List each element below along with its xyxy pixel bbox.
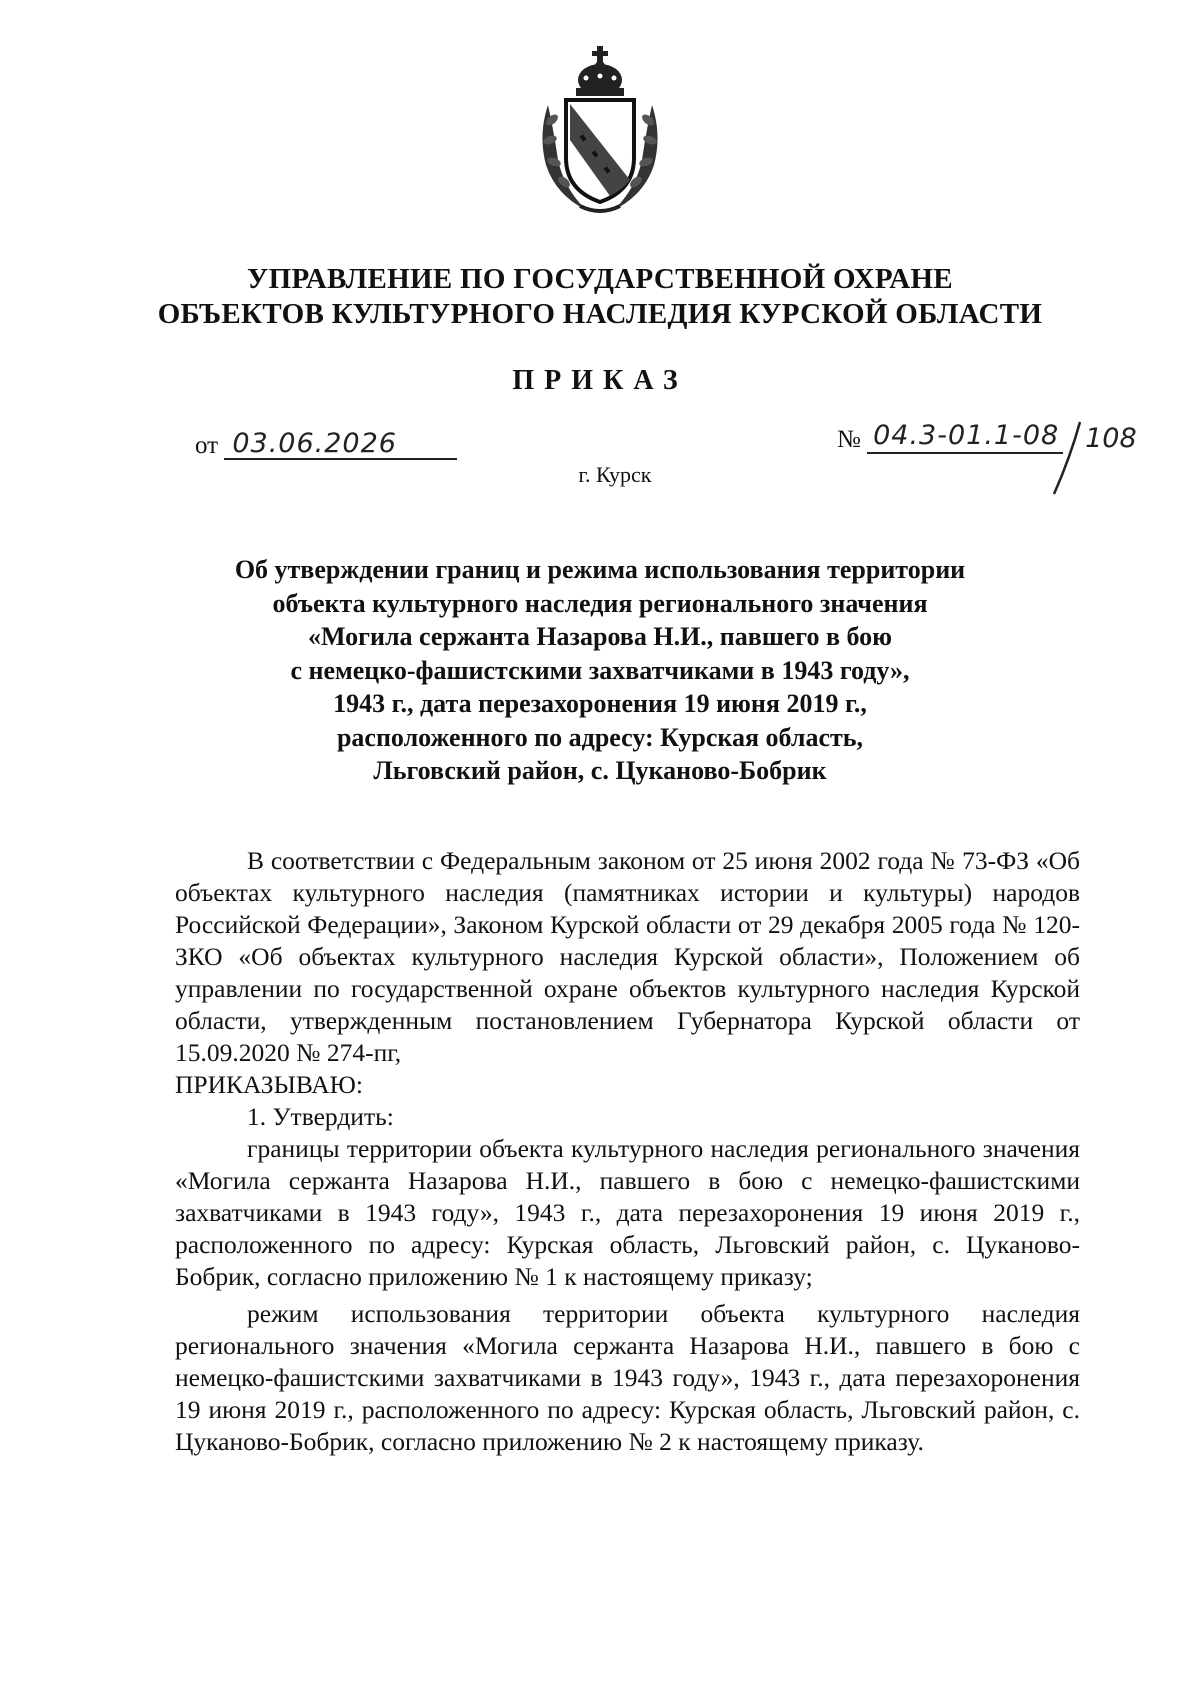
document-body	[175, 845, 1080, 1458]
number-prefix: №	[837, 426, 861, 453]
org-line-2: ОБЪЕКТОВ КУЛЬТУРНОГО НАСЛЕДИЯ КУРСКОЙ ОБЛАСТИ	[157, 298, 1043, 330]
title-line: расположенного по адресу: Курская область,	[336, 722, 864, 752]
document-type: ПРИКАЗ	[512, 365, 688, 396]
coat-of-arms-icon	[530, 40, 670, 220]
title-line: Об утверждении границ и режима использования территории	[234, 555, 966, 584]
order-word: ПРИКАЗЫВАЮ:	[175, 1070, 363, 1099]
title-line: объекта культурного наследия регионального значения	[272, 588, 928, 618]
date-row	[195, 428, 457, 460]
title-line: «Могила сержанта Назарова Н.И., павшего в бою	[307, 622, 893, 651]
date-field	[224, 428, 457, 460]
preamble-paragraph: В соответствии с Федеральным законом от 25 июня 2002 года № 73-ФЗ «Об объектах культурного наследия (памятниках истории и культуры) народов Российской Федерации», Законом Курской области от 29 декабря 2005 года № 120-ЗКО «Об объектах культурного наследия Курской области», Положением об управлении по государственной охране объектов культурного наследия Курской области, утвержденным постановлением Губернатора Курской области от 15.09.2020 № 274-пг,	[175, 846, 1080, 1067]
date-prefix: от	[195, 432, 219, 459]
title-line: 1943 г., дата перезахоронения 19 июня 2019 г.,	[333, 689, 867, 718]
number-suffix: 108	[1085, 423, 1137, 454]
item-1-heading: 1. Утвердить:	[247, 1102, 394, 1131]
item-1-regime-paragraph: режим использования территории объекта культурного наследия регионального значения «Могила сержанта Назарова Н.И., павшего в бою с немецко-фашистскими захватчиками в 1943 году», 1943 г., дата перезахоронения 19 июня 2019 г., расположенного по адресу: Курская область, Льговский район, с. Цуканово-Бобрик, согласно приложению № 2 к настоящему приказу.	[175, 1299, 1080, 1456]
title-line: Льговский район, с. Цуканово-Бобрик	[373, 756, 827, 785]
number-row	[837, 420, 1137, 454]
org-line-1: УПРАВЛЕНИЕ ПО ГОСУДАРСТВЕННОЙ ОХРАНЕ	[247, 263, 953, 295]
document-title	[0, 553, 1200, 788]
number-field	[867, 420, 1063, 454]
number-value: 04.3-01.1-08	[873, 420, 1060, 451]
date-value: 03.06.2026	[232, 428, 397, 459]
organization-name	[0, 262, 1200, 332]
item-1-boundaries-paragraph: границы территории объекта культурного наследия регионального значения «Могила сержанта Назарова Н.И., павшего в бою с немецко-фашистскими захватчиками в 1943 году», 1943 г., дата перезахоронения 19 июня 2019 г., расположенного по адресу: Курская область, Льговский район, с. Цуканово-Бобрик, согласно приложению № 1 к настоящему приказу;	[175, 1134, 1080, 1291]
title-line: с немецко-фашистскими захватчиками в 1943 году»,	[290, 655, 910, 685]
city: г. Курск	[578, 462, 652, 487]
